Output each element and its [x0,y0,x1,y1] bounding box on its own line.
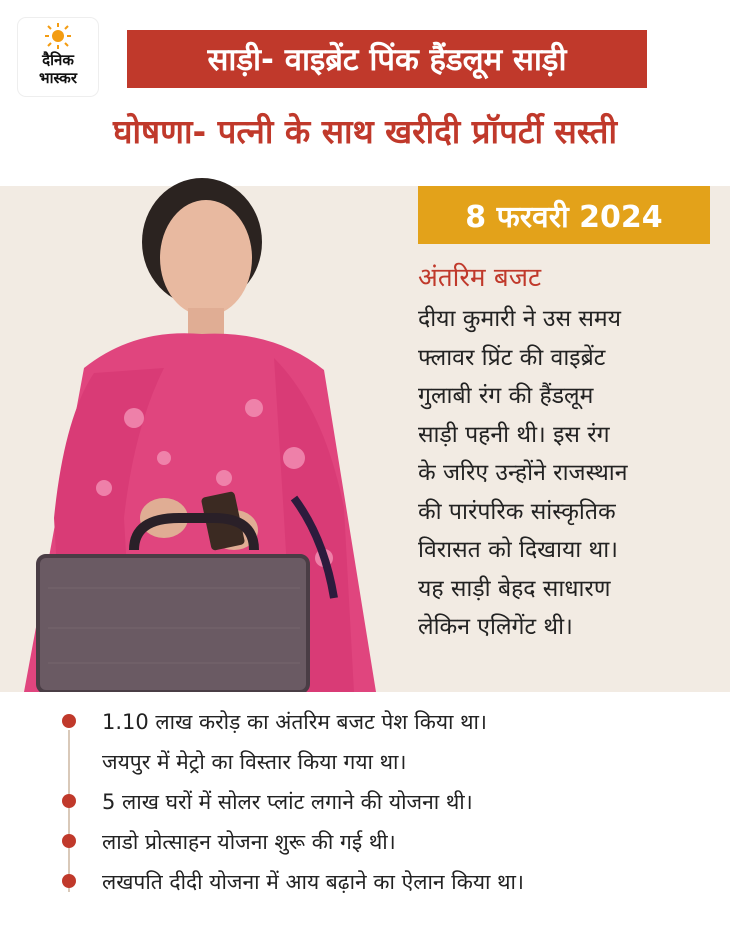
section-label: अंतरिम बजट [418,263,542,293]
page-title: साड़ी- वाइब्रेंट पिंक हैंडलूम साड़ी [127,30,647,88]
description-line: गुलाबी रंग की हैंडलूम [418,383,594,409]
list-item [50,702,720,742]
list-item-text: लाडो प्रोत्साहन योजना शुरू की गई थी। [102,830,396,854]
list-item [50,742,720,782]
list-item-text: 1.10 लाख करोड़ का अंतरिम बजट पेश किया था। [102,710,487,734]
description-line: के जरिए उन्होंने राजस्थान [418,460,628,486]
bullet-dot [62,874,76,888]
list-item [50,782,720,822]
list-item [50,822,720,862]
list-item [50,862,720,902]
description-line: साड़ी पहनी थी। इस रंग [418,421,610,448]
description-line: फ्लावर प्रिंट की वाइब्रेंट [418,344,606,371]
sun-icon [44,22,72,50]
description-line: की पारंपरिक सांस्कृतिक [418,498,616,525]
bullet-dot [62,714,76,728]
date-badge: 8 फरवरी 2024 [418,186,710,244]
brand-logo [18,18,98,96]
list-item-text: जयपुर में मेट्रो का विस्तार किया गया था। [102,750,407,774]
description-line: यह साड़ी बेहद साधारण [418,575,611,602]
bullet-dot [62,794,76,808]
person-photo [24,158,380,692]
description [418,300,718,647]
description-line: दीया कुमारी ने उस समय [418,306,622,332]
bullet-list [50,702,720,902]
bullet-dot [62,834,76,848]
description-line: विरासत को दिखाया था। [418,537,618,563]
list-item-text: लखपति दीदी योजना में आय बढ़ाने का ऐलान किया था। [102,870,524,894]
list-item-text: 5 लाख घरों में सोलर प्लांट लगाने की योजना थी। [102,790,473,814]
description-line: लेकिन एलिगेंट थी। [418,614,573,640]
page-subtitle: घोषणा- पत्नी के साथ खरीदी प्रॉपर्टी सस्ती [112,112,618,151]
brand-name-line1: दैनिक [42,51,74,69]
brand-name-line2: भास्कर [39,69,77,87]
